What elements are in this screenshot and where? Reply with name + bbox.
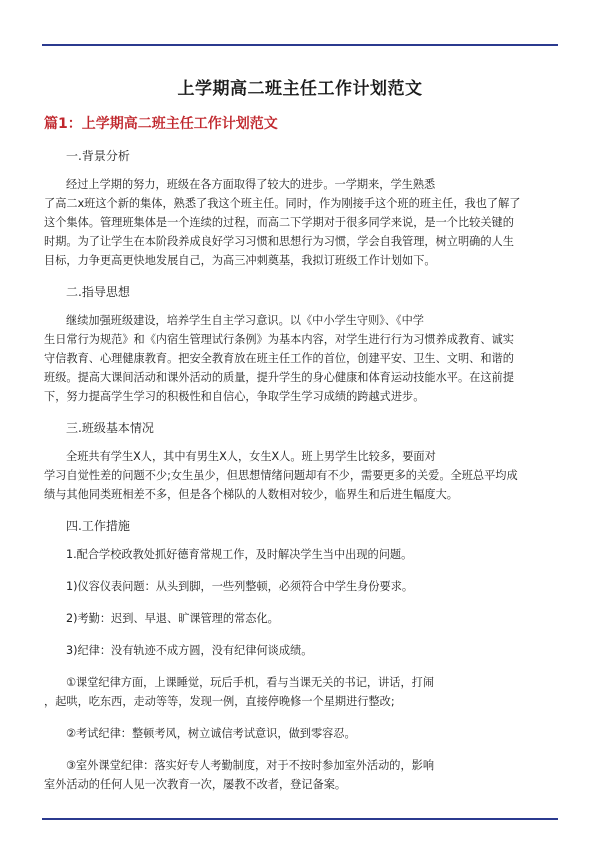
paragraph-line: 时期。为了让学生在本阶段养成良好学习习惯和思想行为习惯，学会自我管理，树立明确的人生 xyxy=(44,235,514,248)
measure-line: ，起哄，吃东西，走动等等，发现一例，直接停晚修一个星期进行整改; xyxy=(44,695,395,708)
paragraph-line: 继续加强班级建设，培养学生自主学习意识。以《中小学生守则》、《中学 xyxy=(66,314,424,327)
section-heading-background: 一.背景分析 xyxy=(66,149,130,163)
measure-line: ③室外课堂纪律：落实好专人考勤制度，对于不按时参加室外活动的，影响 xyxy=(66,759,435,772)
section-heading-guiding-ideology: 二.指导思想 xyxy=(66,285,130,299)
paragraph-line: 守信教育、心理健康教育。把安全教育放在班主任工作的首位，创建平安、卫生、文明、和谐的 xyxy=(44,352,514,365)
measure-item xyxy=(44,673,556,711)
measure-line: 室外活动的任何人见一次教育一次，屡教不改者，登记备案。 xyxy=(44,778,347,791)
measure-line: 1.配合学校政教处抓好德育常规工作，及时解决学生当中出现的问题。 xyxy=(66,548,413,561)
paragraph-line: 经过上学期的努力，班级在各方面取得了较大的进步。一学期来，学生熟悉 xyxy=(66,178,436,191)
paragraph-line: 这个集体。管理班集体是一个连续的过程，而高二下学期对于很多同学来说，是一个比较关键的 xyxy=(44,216,514,229)
measure-line: 2)考勤：迟到、早退、旷课管理的常态化。 xyxy=(66,612,279,625)
section-paragraph-class-overview xyxy=(44,447,556,504)
document-body xyxy=(44,74,556,807)
measure-line: ②考试纪律：整顿考风，树立诚信考试意识，做到零容忍。 xyxy=(66,727,356,740)
document-title: 上学期高二班主任工作计划范文 xyxy=(177,79,423,99)
section-paragraph-guiding-ideology xyxy=(44,311,556,406)
measure-item xyxy=(44,577,556,596)
measure-item xyxy=(44,641,556,660)
paragraph-line: 目标，力争更高更快地发展自己，为高三冲刺奠基，我拟订班级工作计划如下。 xyxy=(44,254,436,267)
paragraph-line: 学习自觉性差的问题不少;女生虽少，但思想情绪问题却有不少，需要更多的关爱。全班总平均成 xyxy=(44,469,518,482)
paragraph-line: 绩与其他同类班相差不多，但是各个梯队的人数相对较少，临界生和后进生幅度大。 xyxy=(44,488,458,501)
measure-line: 3)纪律：没有轨迹不成方圆，没有纪律何谈成绩。 xyxy=(66,644,313,657)
section-heading-class-overview: 三.班级基本情况 xyxy=(66,421,154,435)
measure-line: ①课堂纪律方面，上课睡觉，玩后手机，看与当课无关的书记，讲话，打闹 xyxy=(66,676,435,689)
measure-line: 1)仪容仪表问题：从头到脚，一些列整顿，必须符合中学生身份要求。 xyxy=(66,580,414,593)
footer-rule xyxy=(42,818,558,820)
section-paragraph-background xyxy=(44,175,556,270)
paragraph-line: 全班共有学生X人，其中有男生X人，女生X人。班上男学生比较多，要面对 xyxy=(66,450,436,463)
measure-item xyxy=(44,545,556,564)
article-heading: 篇1：上学期高二班主任工作计划范文 xyxy=(44,116,278,132)
paragraph-line: 下，努力提高学生学习的积极性和自信心，争取学生学习成绩的跨越式进步。 xyxy=(44,390,425,403)
paragraph-line: 班级。提高大课间活动和课外活动的质量，提升学生的身心健康和体育运动技能水平。在这前提 xyxy=(44,371,514,384)
header-rule xyxy=(42,44,558,46)
measure-item xyxy=(44,756,556,794)
measure-item xyxy=(44,724,556,743)
paragraph-line: 生日常行为规范》和《内宿生管理试行条例》为基本内容，对学生进行行为习惯养成教育、诚实 xyxy=(44,333,514,346)
measure-item xyxy=(44,609,556,628)
paragraph-line: 了高二x班这个新的集体，熟悉了我这个班主任。同时，作为刚接手这个班的班主任，我也了解了 xyxy=(44,197,521,210)
section-heading-work-measures: 四.工作措施 xyxy=(66,519,130,533)
